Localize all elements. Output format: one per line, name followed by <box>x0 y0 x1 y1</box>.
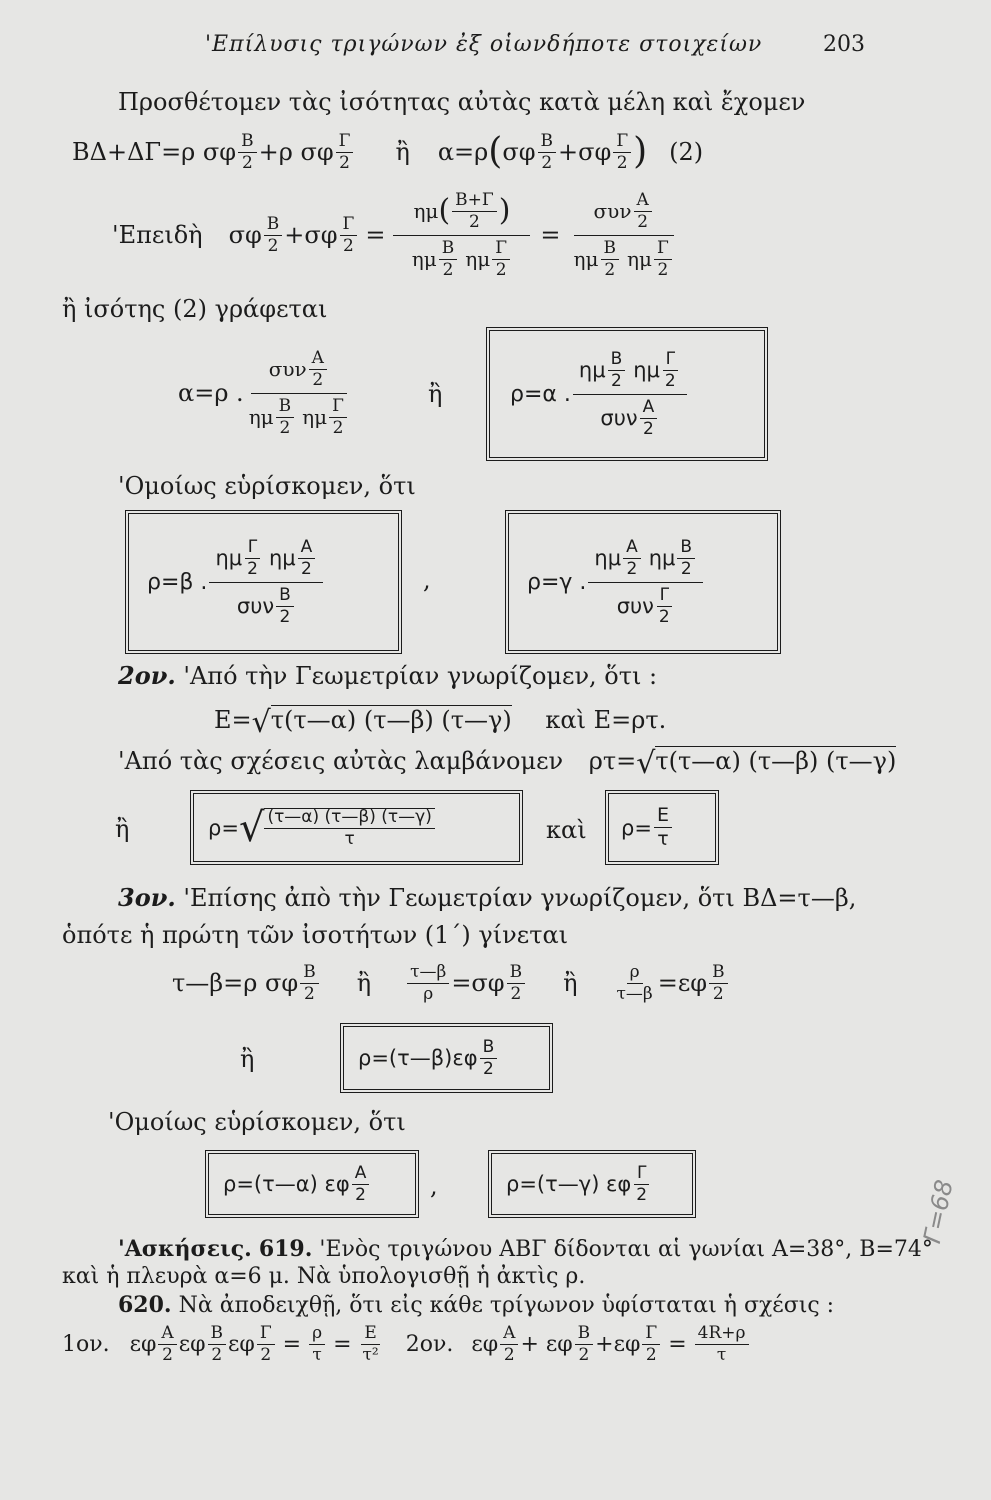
handwritten-margin-note: Γ=68 <box>918 1177 959 1246</box>
plus-sigma: +σφ <box>284 221 338 249</box>
exercise-620-line <box>118 1292 834 1318</box>
since-word: 'Επειδὴ <box>112 221 203 249</box>
similarly-sentence-2: 'Ομοίως εὑρίσκομεν, ὅτι <box>108 1108 406 1136</box>
heron-line <box>214 705 666 740</box>
E-eq: Ε= <box>214 706 252 734</box>
similarly-sentence: 'Ομοίως εὑρίσκομεν, ὅτι <box>118 472 416 500</box>
equation-number: (2) <box>669 138 704 166</box>
fraction-E-over-tau: $\frac{E}{\tau}$ <box>654 806 672 849</box>
rho-tau-eq: ρτ= <box>588 747 637 775</box>
section-2-label: 2ον. <box>118 661 176 690</box>
comma: , <box>423 566 431 594</box>
running-header: 'Επίλυσις τριγώνων ἐξ οἱωνδήποτε στοιχείων <box>205 32 763 57</box>
part-1-label: 1ον. <box>62 1331 110 1357</box>
exercise-620-number: 620. <box>118 1292 172 1318</box>
section-3-line <box>118 883 856 912</box>
section-3-text-2: ὁπότε ἡ πρώτη τῶν ἰσοτήτων (1΄) γίνεται <box>62 921 569 949</box>
and-word: καὶ <box>546 816 587 844</box>
tan-term: εφ <box>178 1331 206 1357</box>
rho-eq: ρ= <box>621 815 652 840</box>
fraction-cos-over-sins: συν $\frac{A}{2}$ ημ $\frac{B}{2}$ ημ $\frac{\Gamma}{2}$ <box>246 350 352 437</box>
fraction-G-half: $\frac{\Gamma}{2}$ <box>336 133 354 172</box>
fraction-A-half-2: $\frac{A}{2}$ <box>500 1325 518 1364</box>
paren-close: ) <box>633 131 648 172</box>
equation-since <box>112 180 679 290</box>
exercise-619-number: 619. <box>258 1236 313 1262</box>
tan-term: εφ <box>129 1331 157 1357</box>
boxed-formula-rho-tb <box>340 1023 553 1093</box>
page-number: 203 <box>823 32 865 57</box>
or-word: ἢ <box>115 815 130 843</box>
sigma-term: σφ <box>502 138 536 166</box>
alpha-eq: α=ρ <box>437 138 489 166</box>
equals-sign: = <box>668 1331 687 1357</box>
exercise-620-formulas <box>62 1316 751 1372</box>
fraction-sin-sum: ημ ( $\frac{B+\Gamma}{2}$ ) ημ $\frac{B}{2}$ ημ $\frac{\Gamma}{2}$ <box>393 192 530 279</box>
derive-line <box>118 746 896 781</box>
exercise-619-line-1 <box>118 1236 933 1262</box>
equals-sign: = <box>333 1331 352 1357</box>
fraction-G-half-2: $\frac{\Gamma}{2}$ <box>613 133 631 172</box>
boxed-formula-rho-alpha <box>486 327 768 461</box>
fraction-sins-over-cos: ημ $\frac{B}{2}$ ημ $\frac{\Gamma}{2}$ συν $\frac{A}{2}$ <box>573 351 687 438</box>
derive-text: 'Από τὰς σχέσεις αὐτὰς λαμβάνομεν <box>118 747 564 775</box>
plus-sigma: +σφ <box>558 138 612 166</box>
rho-eq-alpha: ρ=α . <box>510 381 571 407</box>
fraction-G-half-2: $\frac{\Gamma}{2}$ <box>642 1325 660 1364</box>
or-word: ἢ <box>356 969 372 997</box>
exercise-619-line-2: καὶ ἡ πλευρὰ α=6 μ. Νὰ ὑπολογισθῇ ἡ ἀκτὶς ρ. <box>62 1264 586 1289</box>
fraction-sins-over-cos: ημ $\frac{A}{2}$ ημ $\frac{B}{2}$ συν $\frac{\Gamma}{2}$ <box>588 539 703 626</box>
tan-term: εφ <box>471 1331 499 1357</box>
fraction-sins-over-cos: ημ $\frac{\Gamma}{2}$ ημ $\frac{A}{2}$ συν $\frac{B}{2}$ <box>209 539 323 626</box>
fraction-B-half-2: $\frac{B}{2}$ <box>538 133 557 172</box>
radicand: τ(τ—α) (τ—β) (τ—γ) <box>270 706 512 734</box>
alpha-eq-rho: α=ρ . <box>178 379 244 407</box>
rho-eq: ρ= <box>208 815 239 840</box>
equation-tau-beta <box>172 950 730 1016</box>
eq-ef: =εφ <box>657 969 708 997</box>
fraction-E-over-tau-squared: $\frac{E}{\text{τ²}}$ <box>362 1322 379 1365</box>
or-word: ἢ <box>395 138 410 166</box>
exercise-619-text: 'Ενὸς τριγώνου ΑΒΓ δίδονται αἱ γωνίαι Α=38°, Β=74° <box>319 1237 933 1262</box>
plus-tan-term: +εφ <box>595 1331 641 1357</box>
plus-tan-term: + εφ <box>520 1331 573 1357</box>
exercise-620-text: Νὰ ἀποδειχθῇ, ὅτι εἰς κάθε τρίγωνον ὑφίσταται ἡ σχέσις : <box>178 1293 835 1318</box>
boxed-formula-rho-gamma <box>505 510 781 654</box>
tb-eq: τ—β=ρ σφ <box>172 969 299 997</box>
eq-plus-rho: +ρ σφ <box>258 138 334 166</box>
fraction-G-half: $\frac{\Gamma}{2}$ <box>633 1165 650 1204</box>
box-formula-text: ρ=(τ—γ) εφ <box>506 1172 632 1196</box>
equals-sign-2: = <box>540 221 561 249</box>
or-word: ἢ <box>428 380 443 408</box>
radicand: τ(τ—α) (τ—β) (τ—γ) <box>655 747 897 775</box>
fraction-rho-over-tb: $\frac{\rho}{\tau—\beta}$ <box>616 961 653 1004</box>
fraction-A-half: $\frac{A}{2}$ <box>158 1325 176 1364</box>
sigma-term: σφ <box>228 221 262 249</box>
fraction-B-half-2: $\frac{B}{2}$ <box>575 1325 594 1364</box>
fraction-G-half: $\frac{\Gamma}{2}$ <box>340 216 358 255</box>
fraction-B-half: $\frac{B}{2}$ <box>480 1039 498 1078</box>
equals-sign: = <box>365 221 386 249</box>
equation-sum <box>72 124 703 180</box>
sqrt-sign: √ <box>251 705 271 740</box>
fraction-B-half-2: $\frac{B}{2}$ <box>507 964 526 1003</box>
section-3-text: 'Επίσης ἀπὸ τὴν Γεωμετρίαν γνωρίζομεν, ὅτι ΒΔ=τ—β, <box>183 884 857 912</box>
part-2-label: 2ον. <box>405 1331 454 1357</box>
boxed-formula-rho-E-tau <box>605 790 719 865</box>
fraction-A-half: $\frac{A}{2}$ <box>352 1165 370 1204</box>
intro-sentence: Προσθέτομεν τὰς ἰσότητας αὐτὰς κατὰ μέλη καὶ ἔχομεν <box>118 88 806 116</box>
sqrt-sign: √ <box>636 746 656 781</box>
equation-alpha-rho <box>178 338 354 448</box>
comma: , <box>430 1172 438 1200</box>
boxed-formula-rho-ta <box>205 1150 419 1218</box>
boxed-formula-rho-sqrt <box>190 790 523 865</box>
box-formula-text: ρ=(τ—α) εφ <box>223 1172 350 1196</box>
fraction-tb-over-rho: $\frac{\tau—\beta}{\rho}$ <box>407 964 449 1003</box>
tan-term: εφ <box>228 1331 255 1357</box>
fraction-under-root: $\frac{(\tau—\alpha) (\tau—\beta) (\tau—\gamma)}{\tau}$ <box>264 808 434 848</box>
fraction-B-half: $\frac{B}{2}$ <box>300 964 319 1003</box>
boxed-formula-rho-tg <box>488 1150 696 1218</box>
eq-sigma: =σφ <box>451 969 505 997</box>
or-word: ἢ <box>240 1045 255 1073</box>
fraction-G-half: $\frac{\Gamma}{2}$ <box>257 1325 275 1364</box>
fraction-B-half: $\frac{B}{2}$ <box>264 216 283 255</box>
fraction-4R-rho-over-tau: $\frac{4R+\rho}{\tau}$ <box>695 1325 749 1364</box>
eq-lhs: ΒΔ+ΔΓ=ρ σφ <box>72 138 237 166</box>
rho-eq-beta: ρ=β . <box>147 569 208 595</box>
equation-2-intro: ἢ ἰσότης (2) γράφεται <box>62 295 328 323</box>
section-2-text: 'Από τὴν Γεωμετρίαν γνωρίζομεν, ὅτι : <box>183 662 658 690</box>
exercises-label: 'Ασκήσεις. <box>118 1236 252 1262</box>
paren-open: ( <box>488 131 503 172</box>
or-word-2: ἢ <box>563 969 578 997</box>
rho-eq-gamma: ρ=γ . <box>527 569 587 595</box>
section-3-label: 3ον. <box>118 883 176 912</box>
equals-sign: = <box>282 1331 302 1357</box>
fraction-B-half-3: $\frac{B}{2}$ <box>709 964 728 1003</box>
fraction-B-half: $\frac{B}{2}$ <box>208 1325 227 1364</box>
sqrt-sign: √ <box>238 804 265 851</box>
fraction-rho-over-tau: $\frac{\rho}{\tau}$ <box>309 1325 325 1364</box>
fraction-cos-over-sins: συν $\frac{A}{2}$ ημ $\frac{B}{2}$ ημ $\frac{\Gamma}{2}$ <box>571 192 677 279</box>
box-formula-text: ρ=(τ—β)εφ <box>358 1046 478 1070</box>
and-E-rho-tau: καὶ Ε=ρτ. <box>545 706 667 734</box>
boxed-formula-rho-beta <box>125 510 402 654</box>
section-2-line <box>118 661 657 690</box>
fraction-B-half: $\frac{B}{2}$ <box>238 133 257 172</box>
